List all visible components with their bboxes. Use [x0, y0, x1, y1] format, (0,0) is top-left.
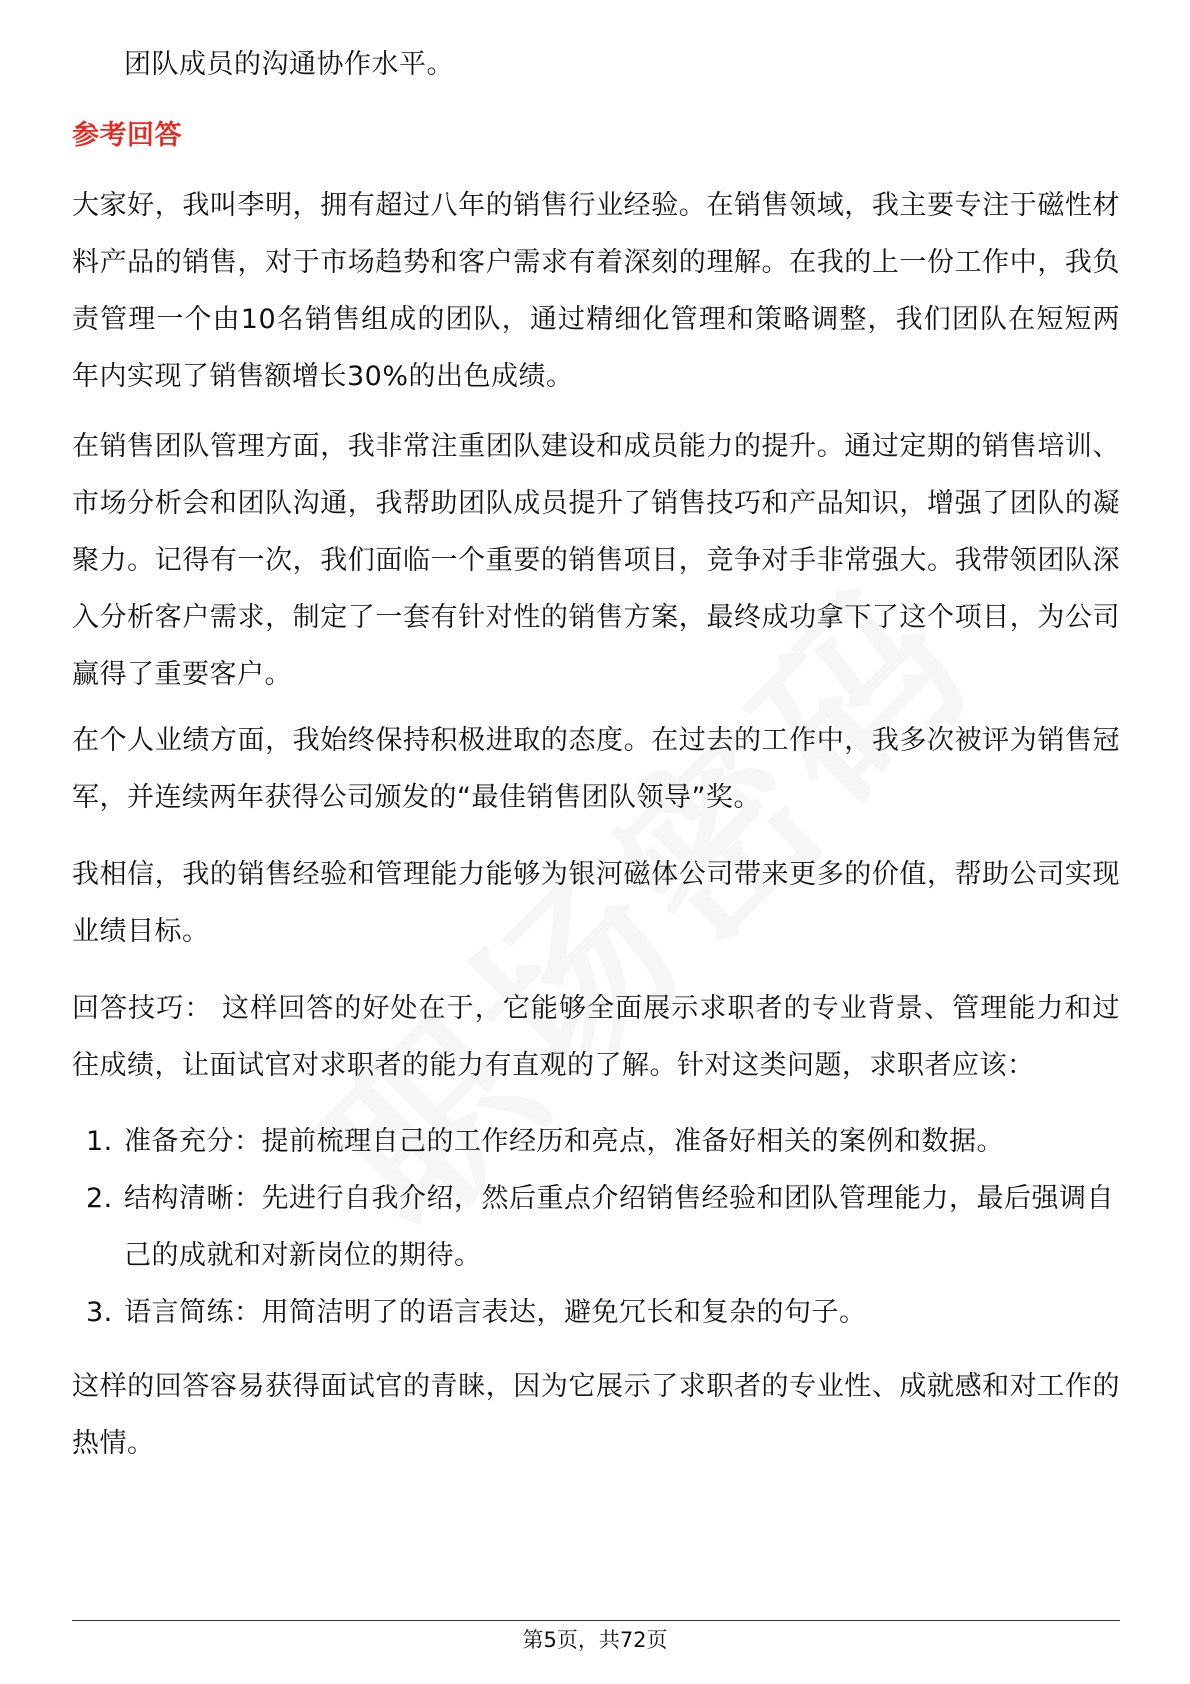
paragraph-3: 在个人业绩方面，我始终保持积极进取的态度。在过去的工作中，我多次被评为销售冠军，并连续两年获得公司颁发的“最佳销售团队领导”奖。	[72, 725, 1120, 813]
list-item	[72, 1284, 1120, 1341]
section-heading: 参考回答	[72, 120, 182, 151]
list-item-text: 语言简练：用简洁明了的语言表达，避免冗长和复杂的句子。	[124, 1297, 867, 1328]
list-item-text: 准备充分：提前梳理自己的工作经历和亮点，准备好相关的案例和数据。	[124, 1126, 1004, 1157]
paragraph-2: 在销售团队管理方面，我非常注重团队建设和成员能力的提升。通过定期的销售培训、市场分析会和团队沟通，我帮助团队成员提升了销售技巧和产品知识，增强了团队的凝聚力。记得有一次，我们面临一个重要的销售项目，竞争对手非常强大。我带领团队深入分析客户需求，制定了一套有针对性的销售方案，最终成功拿下了这个项目，为公司赢得了重要客户。	[72, 431, 1120, 690]
paragraph-4: 我相信，我的销售经验和管理能力能够为银河磁体公司带来更多的价值，帮助公司实现业绩目标。	[72, 859, 1120, 947]
paragraph-1: 大家好，我叫李明，拥有超过八年的销售行业经验。在销售领域，我主要专注于磁性材料产品的销售，对于市场趋势和客户需求有着深刻的理解。在我的上一份工作中，我负责管理一个由10名销售组成的团队，通过精细化管理和策略调整，我们团队在短短两年内实现了销售额增长30%的出色成绩。	[72, 190, 1120, 392]
tips-list	[72, 1113, 1120, 1341]
list-number: 2.	[86, 1183, 113, 1214]
list-number: 3.	[86, 1297, 113, 1328]
page-number: 第5页，共72页	[522, 1628, 668, 1652]
list-number: 1.	[86, 1126, 113, 1157]
footer-divider	[72, 1620, 1120, 1621]
closing-paragraph: 这样的回答容易获得面试官的青睐，因为它展示了求职者的专业性、成就感和对工作的热情。	[72, 1371, 1120, 1459]
list-item-text: 结构清晰：先进行自我介绍，然后重点介绍销售经验和团队管理能力，最后强调自己的成就和对新岗位的期待。	[124, 1183, 1114, 1271]
answer-tips-paragraph: 回答技巧： 这样回答的好处在于，它能够全面展示求职者的专业背景、管理能力和过往成绩，让面试官对求职者的能力有直观的了解。针对这类问题，求职者应该：	[72, 993, 1120, 1081]
list-item	[72, 1170, 1120, 1284]
list-item	[72, 1113, 1120, 1170]
intro-continuation: 团队成员的沟通协作水平。	[124, 49, 454, 80]
